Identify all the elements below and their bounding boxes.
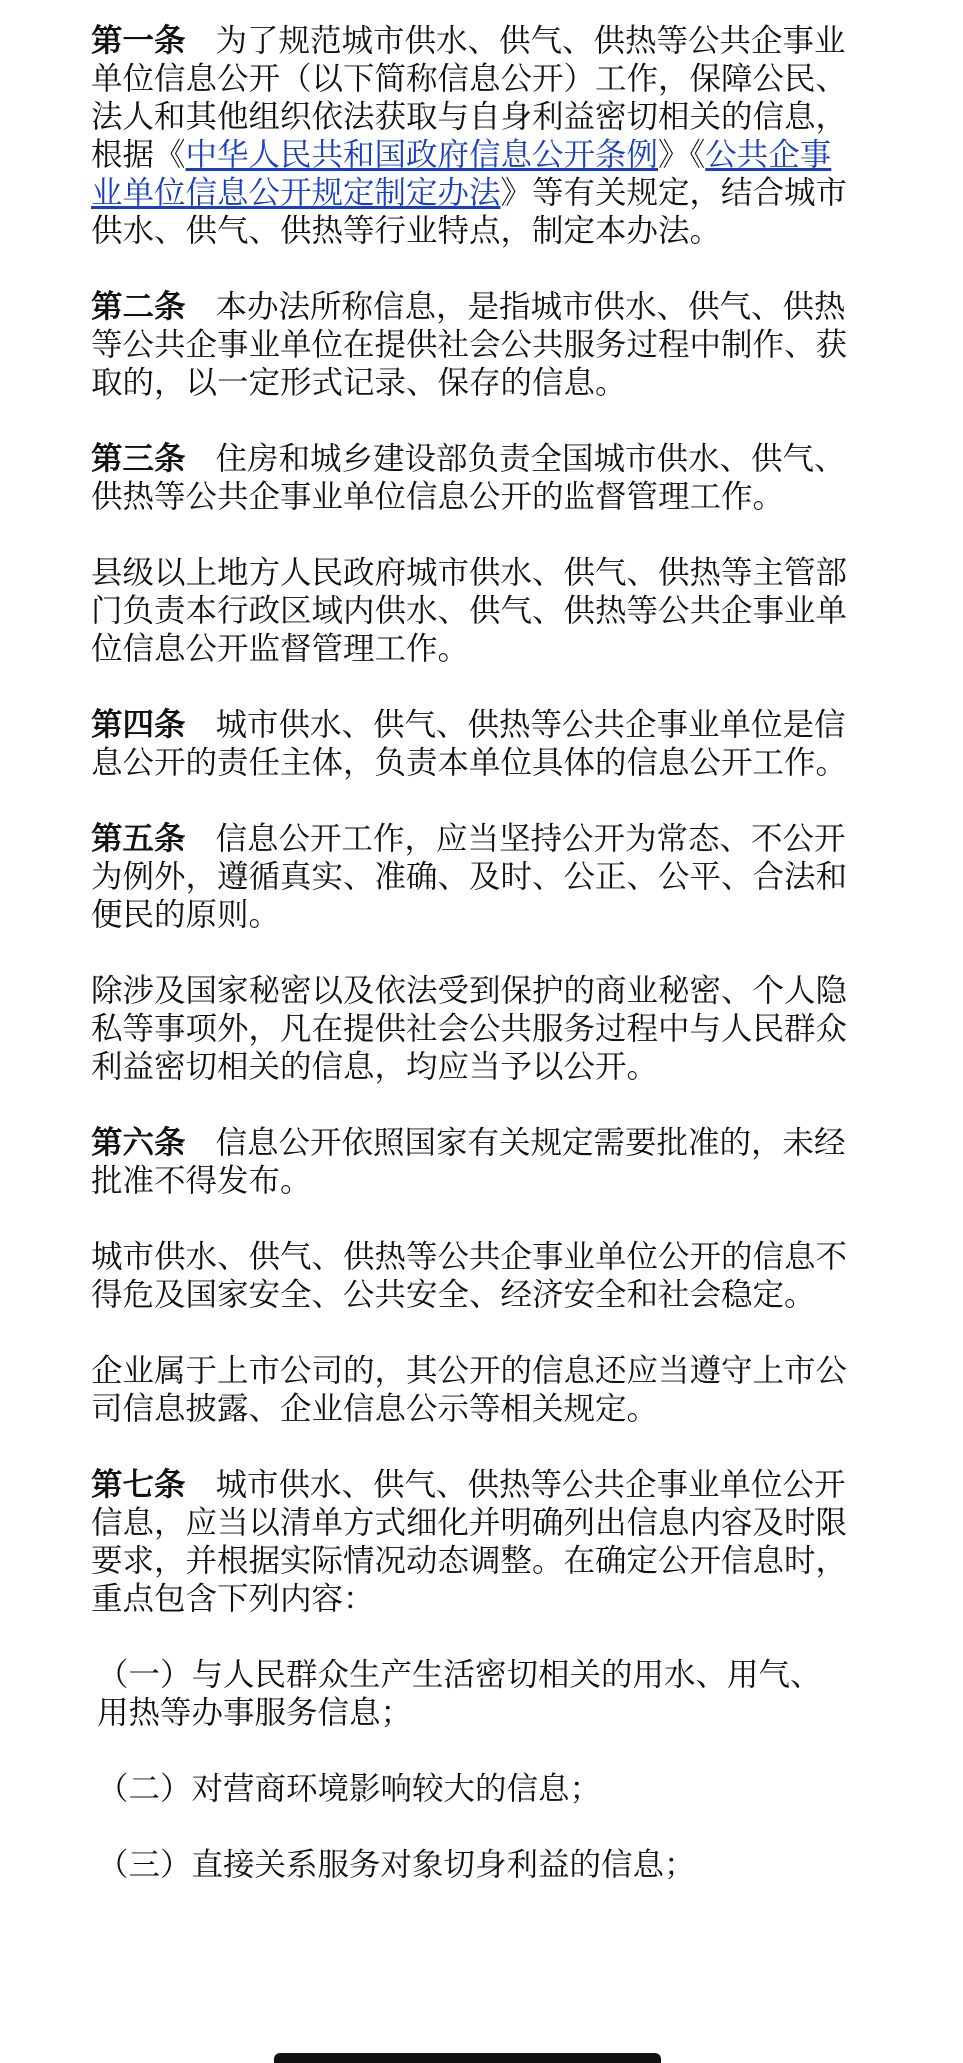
measures-link[interactable]: 公共企事业单位信息公开规定制定办法 — [91, 137, 832, 211]
article-1 — [91, 22, 851, 250]
article-text: 信息公开工作，应当坚持公开为常态、不公开为例外，遵循真实、准确、及时、公正、公平、合法和便民的原则。 — [91, 821, 848, 933]
article-7 — [91, 1466, 851, 1618]
article-3 — [91, 440, 851, 516]
article-number: 第三条 — [91, 441, 186, 477]
article-number: 第一条 — [91, 23, 186, 59]
article-6-paragraph-2: 城市供水、供气、供热等公共企事业单位公开的信息不得危及国家安全、公共安全、经济安全和社会稳定。 — [91, 1239, 848, 1313]
article-7-item-3: （三）直接关系服务对象切身利益的信息； — [97, 1847, 696, 1883]
article-number: 第五条 — [91, 821, 186, 857]
article-number: 第七条 — [91, 1467, 186, 1503]
home-indicator[interactable] — [274, 2053, 661, 2063]
article-text: 城市供水、供气、供热等公共企事业单位公开信息，应当以清单方式细化并明确列出信息内容及时限要求，并根据实际情况动态调整。在确定公开信息时，重点包含下列内容： — [91, 1467, 848, 1617]
article-7-item-1: （一）与人民群众生产生活密切相关的用水、用气、用热等办事服务信息； — [97, 1657, 822, 1731]
article-text: 信息公开依照国家有关规定需要批准的，未经批准不得发布。 — [91, 1125, 846, 1199]
regulation-link[interactable]: 中华人民共和国政府信息公开条例 — [185, 137, 659, 173]
article-number: 第四条 — [91, 707, 186, 743]
article-5 — [91, 820, 851, 934]
article-text: 》等有关规定，结合城市供水、供气、供热等行业特点，制定本办法。 — [91, 175, 848, 249]
article-2 — [91, 288, 851, 402]
article-4 — [91, 706, 851, 782]
article-text: 》《 — [658, 137, 706, 173]
document-body — [91, 22, 851, 1922]
article-text: 本办法所称信息，是指城市供水、供气、供热等公共企事业单位在提供社会公共服务过程中制作、获取的，以一定形式记录、保存的信息。 — [91, 289, 848, 401]
article-text: 为了规范城市供水、供气、供热等公共企事业单位信息公开（以下简称信息公开）工作，保障公民、法人和其他组织依法获取与自身利益密切相关的信息，根据《 — [91, 23, 848, 173]
article-5-paragraph-2: 除涉及国家秘密以及依法受到保护的商业秘密、个人隐私等事项外，凡在提供社会公共服务过程中与人民群众利益密切相关的信息，均应当予以公开。 — [91, 973, 848, 1085]
article-3-paragraph-2: 县级以上地方人民政府城市供水、供气、供热等主管部门负责本行政区域内供水、供气、供热等公共企事业单位信息公开监督管理工作。 — [91, 555, 848, 667]
article-6 — [91, 1124, 851, 1200]
article-number: 第六条 — [91, 1125, 186, 1161]
article-text: 城市供水、供气、供热等公共企事业单位是信息公开的责任主体，负责本单位具体的信息公开工作。 — [91, 707, 848, 781]
article-text: 住房和城乡建设部负责全国城市供水、供气、供热等公共企事业单位信息公开的监督管理工作。 — [91, 441, 846, 515]
article-6-paragraph-3: 企业属于上市公司的，其公开的信息还应当遵守上市公司信息披露、企业信息公示等相关规定。 — [91, 1353, 848, 1427]
article-number: 第二条 — [91, 289, 186, 325]
article-7-item-2: （二）对营商环境影响较大的信息； — [97, 1771, 602, 1807]
